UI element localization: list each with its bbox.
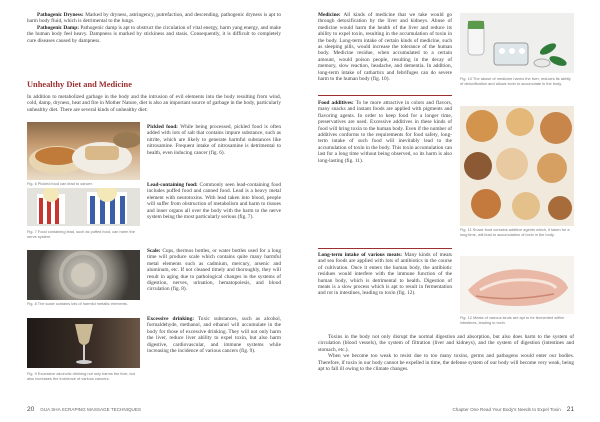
pickled-food-illustration (27, 122, 140, 180)
lead-food-paragraph: Lead-containing food: Commonly seen lead-containing food includes puffed food and canned food. Lead is a heavy metal element with neurotoxins. With lead taken into blood, people will suffer from obstruction of metabolism and harm to tissues and inner organs all over the body with the harm to the nerve system being the most particularly serious (fig. 7). (147, 182, 281, 221)
left-page-top-text (27, 12, 281, 44)
pills-illustration (460, 13, 574, 73)
wine-glass-illustration (27, 318, 140, 368)
popcorn-illustration (27, 188, 140, 226)
medicine-paragraph: Medicine: All kinds of medicine that we take would go through detoxification by the liver and kidneys. Abuse of medicine would harm the health of the liver and reduce its ability to expel toxin, resulting in the accumulation of toxin in the body. Long-term intake of certain kinds of medicine, such as sleeping pills, would increase the tolerance of the human body. Medicine residue, when accumulated to a certain amount, would poison people, resulting in the decay of memory, slow reaction, headache, and dementia. In addition, long-term intake of cathartics and febrifuges can do severe harm to the human body (fig. 10). (318, 12, 452, 83)
pickled-food-paragraph: Pickled food: While being processed, pickled food is often added with lots of salt that contains impure substance, such as nitrite, which are likely to generate harmful substances like nitrosamine. Frequent intake of nitrosamine is detrimental to health, even inducing cancer (fig. 6). (147, 124, 282, 156)
scale-paragraph: Scale: Cups, thermos bottles, or water bottles used for a long time will produce scale which contains quite many harmful metal elements such as cadmium, mercury, arsenic and aluminum, etc. If not cleaned timely and thoroughly, they will result in aging due to pathological changes in the systems of digestion, nerves, urination, hematopoiesis, and blood circulation (fig. 8). (147, 248, 281, 293)
closing-paragraph-2: When we become too weak to resist due to too many toxins, germs and pathogens would enter our bodies. Therefore, if toxin in our body cannot be expelled in time, the defense system of our body will become very weak, being apt to fall ill owing to the climate changes. (318, 353, 574, 373)
drinking-paragraph: Excessive drinking: Toxic substances, such as alcohol, formaldehyde, methanol, and ethanol will accumulate in the body for those of excessive drinking. They will not only harm the liver, reduce liver ability to expel toxin, but also harm digestive, cardiovascular, and immune systems while increasing the incidence of various cancers (fig. 9). (147, 316, 282, 355)
fig8-scale-photo (27, 250, 140, 300)
left-footer (27, 406, 141, 413)
fig7-caption: Fig. 7 Food containing lead, such as puffed food, can harm the nerve system. (27, 229, 135, 239)
divider-2 (318, 248, 452, 249)
kettle-scale-illustration (27, 250, 140, 300)
left-running-title: GUA SHA SCRAPING MASSAGE TECHNIQUES (40, 407, 141, 412)
fig9-drinking-photo (27, 318, 140, 368)
fig7-lead-food-photo (27, 188, 140, 226)
additives-paragraph: Food additives: To be more attractive in colors and flavors, many snacks and instant foods are applied with pigments and flavoring agents. In order to keep food for a longer time, preservatives are used. Excessive additives in these kinds of food will bring toxin to the human body. Even if the number of additives conforms to the requirements for food safety, long-term intake of such food will inevitably lead to the accumulation of toxin in the body. This toxin accumulation can last for a long time without being observed, so its harm is also long-lasting (fig. 11). (318, 100, 453, 164)
fig11-snacks-photo (460, 106, 574, 226)
fig12-caption: Fig. 12 Meats of various kinds are apt to be fermented within intestines, leading to toxin. (460, 315, 565, 325)
closing-text (318, 334, 574, 372)
fig8-caption: Fig. 8 The scale contains lots of harmful metallic elements. (27, 301, 128, 306)
closing-paragraph-1: Toxins in the body not only disrupt the normal digestion and absorption, but also does harm to the system of circulation (blood vessels), the system of filtration (liver and kidneys), and the system of digestion (intestines and stomach, etc.). (318, 334, 574, 353)
intro-paragraph: In addition to metabolized garbage in the body and the intrusion of evil elements into the body resulting from wind, cold, damp, dryness, heat and fire in Mother Nature, diet is also an important source of garbage in the body, particularly unhealthy diet. There are several kinds of unhealthy diet: (27, 94, 281, 113)
fig10-caption: Fig. 10 The abuse of medicine harms the liver, reduces its ability of detoxification and allows toxin to accumulate in the body. (460, 76, 571, 86)
right-running-title: Chapter One Read Your Body's Needs to Expel Toxin (452, 407, 561, 412)
snacks-illustration (460, 106, 574, 226)
meat-illustration (460, 256, 574, 314)
divider-1 (318, 95, 452, 96)
dryness-paragraph: Pathogenic Dryness: Marked by dryness, astringency, putrefaction, and descending, pathogenic dryness is apt to harm body fluid, which is detrimental to the lungs. (27, 12, 281, 25)
right-page-number: 21 (566, 406, 574, 413)
fig12-meat-photo (460, 256, 574, 314)
fig10-medicine-photo (460, 13, 574, 73)
left-page-number: 20 (27, 406, 35, 413)
damp-paragraph: Pathogenic Damp: Pathogenic damp is apt to obstruct the circulation of vital energy, harm yang energy, and make the human body feel heavy. Dampness is marked by stickiness and stasis. Consequently, it is difficult to completely cure diseases caused by dampness. (27, 24, 281, 44)
right-footer (452, 406, 574, 413)
fig6-caption: Fig. 6 Pickled food can lead to cancer. (27, 181, 93, 186)
section-heading: Unhealthy Diet and Medicine (27, 80, 132, 89)
meat-paragraph: Long-term intake of various meats: Many kinds of meats and sea foods are applied with lots of antibiotics in the course of cultivation. Once it enters the human body, the antibiotic residues would interfere with the immune function of the human body, which is detrimental to health. Digestion of meats is a slow process which is apt to result in fermentation and rot in intestines, leading to toxin (fig. 12). (318, 252, 452, 297)
fig11-caption: Fig. 11 Snack food contains additive agents which, if taken for a long time, will lead to accumulation of toxin in the body. (460, 227, 570, 237)
fig9-caption: Fig. 9 Excessive alcoholic drinking not only harms the liver, but also increases the incidence of various cancers. (27, 371, 135, 381)
fig6-pickled-food-photo (27, 122, 140, 180)
